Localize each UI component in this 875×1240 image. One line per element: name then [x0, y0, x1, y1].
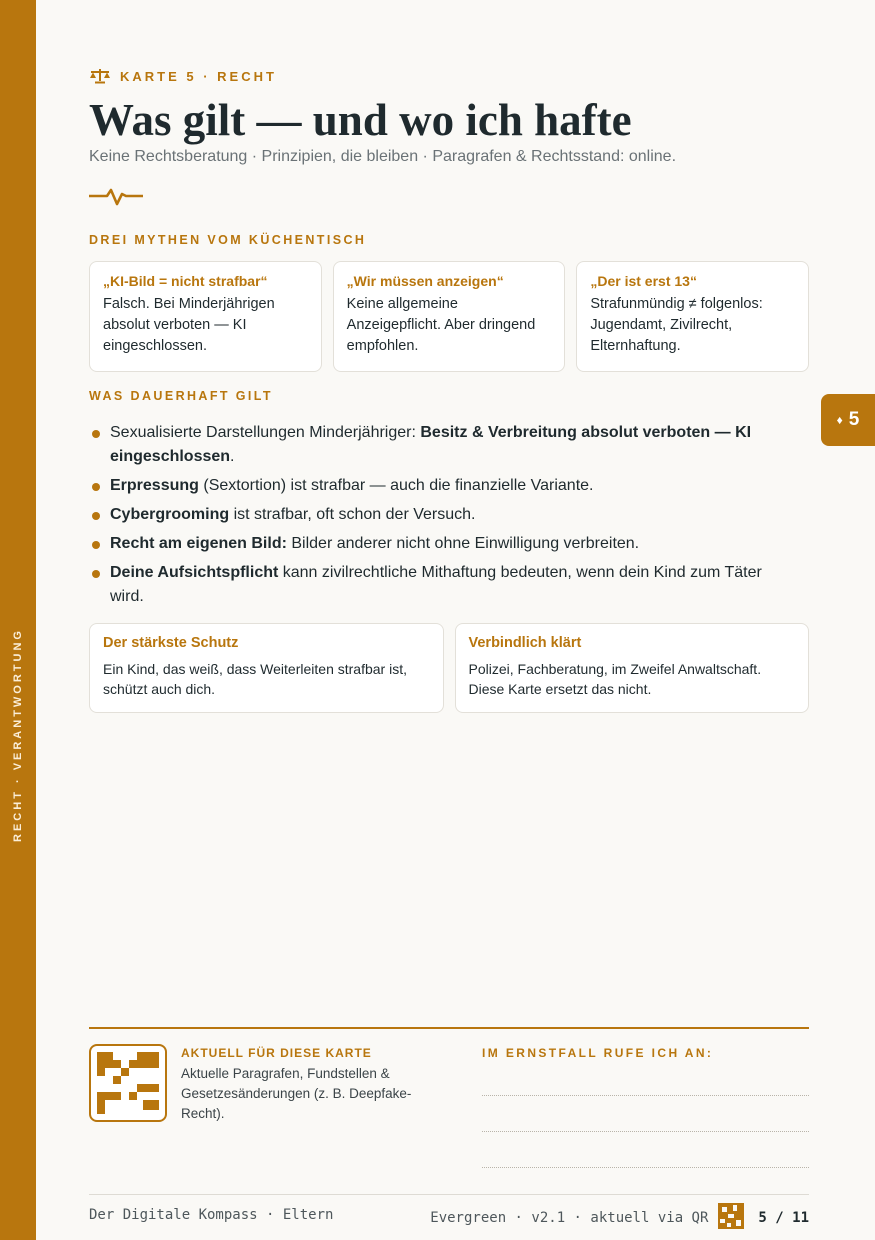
card-tab-number: 5 [848, 409, 860, 430]
info-boxes [89, 623, 809, 713]
fact-item [89, 561, 799, 609]
footer-divider [89, 1027, 809, 1029]
page-title: Was gilt — und wo ich hafte [89, 95, 632, 145]
fact-item [89, 474, 799, 498]
fact-text: kann zivilrechtliche Mithaftung bedeuten, wenn dein Kind zum Täter wird. [110, 564, 762, 605]
emergency-line[interactable] [482, 1095, 809, 1096]
myth-card [576, 261, 809, 372]
bullet-icon [92, 430, 100, 438]
info-box-text: Ein Kind, das weiß, dass Weiterleiten strafbar ist, schützt auch dich. [103, 661, 407, 697]
emergency-line[interactable] [482, 1167, 809, 1168]
myth-text: Falsch. Bei Minderjährigen absolut verboten — KI eingeschlossen. [103, 296, 275, 354]
fact-emphasis: Besitz & Verbreitung absolut verboten — KI eingeschlossen [110, 424, 752, 465]
fact-item [89, 532, 799, 556]
fact-text: . [230, 448, 235, 465]
info-box-heading: Der stärkste Schutz [103, 635, 239, 651]
fact-emphasis: Recht am eigenen Bild: [110, 535, 287, 552]
footer-meta [430, 1203, 809, 1233]
update-heading: AKTUELL FÜR DIESE KARTE [181, 1046, 372, 1060]
bullet-icon [92, 512, 100, 520]
bullet-icon [92, 570, 100, 578]
fact-emphasis: Deine Aufsichtspflicht [110, 564, 279, 581]
info-box-heading: Verbindlich klärt [468, 635, 582, 651]
footer-brand: Der Digitale Kompass · Eltern [89, 1207, 334, 1223]
fact-emphasis: Erpressung [110, 477, 199, 494]
info-box [89, 623, 444, 713]
fact-item [89, 421, 799, 469]
fact-emphasis: Cybergrooming [110, 506, 230, 523]
facts-list [89, 421, 799, 614]
footer-rule [89, 1194, 809, 1195]
fact-item [89, 503, 799, 527]
info-box-text: Polizei, Fachberatung, im Zweifel Anwaltschaft. Diese Karte ersetzt das nicht. [468, 661, 762, 697]
bullet-icon [92, 483, 100, 491]
info-box [455, 623, 810, 713]
kicker-text: KARTE 5 · RECHT [120, 68, 277, 84]
myth-card [333, 261, 566, 372]
page-subtitle: Keine Rechtsberatung · Prinzipien, die bleiben · Paragrafen & Rechtsstand: online. [89, 148, 677, 165]
myth-text: Keine allgemeine Anzeigepflicht. Aber dringend empfohlen. [346, 296, 536, 354]
page-number: 5 / 11 [758, 1210, 809, 1226]
update-text: Aktuelle Paragrafen, Fundstellen & Gesetzesänderungen (z. B. Deepfake-Recht). [181, 1066, 412, 1121]
scales-icon [89, 68, 111, 84]
diamond-icon: ♦ [836, 413, 843, 427]
fact-text: ist strafbar, oft schon der Versuch. [229, 506, 476, 523]
fact-text: Bilder anderer nicht ohne Einwilligung verbreiten. [286, 535, 640, 552]
myth-heading: „Wir müssen anzeigen“ [346, 273, 504, 289]
footer-version: Evergreen · v2.1 · aktuell via QR [430, 1210, 709, 1226]
qr-code-icon[interactable] [89, 1044, 167, 1122]
emergency-line[interactable] [482, 1131, 809, 1132]
myth-card [89, 261, 322, 372]
side-strip [0, 0, 36, 1240]
card-kicker [89, 68, 277, 84]
fact-text: (Sextortion) ist strafbar — auch die finanzielle Variante. [198, 477, 594, 494]
fact-text: Sexualisierte Darstellungen Minderjähriger: [110, 424, 421, 441]
pulse-divider-icon [89, 184, 143, 213]
myths-heading: DREI MYTHEN VOM KÜCHENTISCH [89, 233, 367, 247]
card-tab-badge[interactable] [821, 394, 875, 446]
myth-heading: „KI-Bild = nicht strafbar“ [103, 273, 268, 289]
myth-text: Strafunmündig ≠ folgenlos: Jugendamt, Zivilrecht, Elternhaftung. [590, 296, 763, 354]
emergency-heading: IM ERNSTFALL RUFE ICH AN: [482, 1046, 714, 1060]
myth-heading: „Der ist erst 13“ [590, 273, 697, 289]
myths-list [89, 261, 809, 372]
facts-heading: WAS DAUERHAFT GILT [89, 389, 273, 403]
bullet-icon [92, 541, 100, 549]
mini-qr-icon[interactable] [718, 1203, 744, 1233]
side-label: RECHT · VERANTWORTUNG [12, 628, 24, 842]
